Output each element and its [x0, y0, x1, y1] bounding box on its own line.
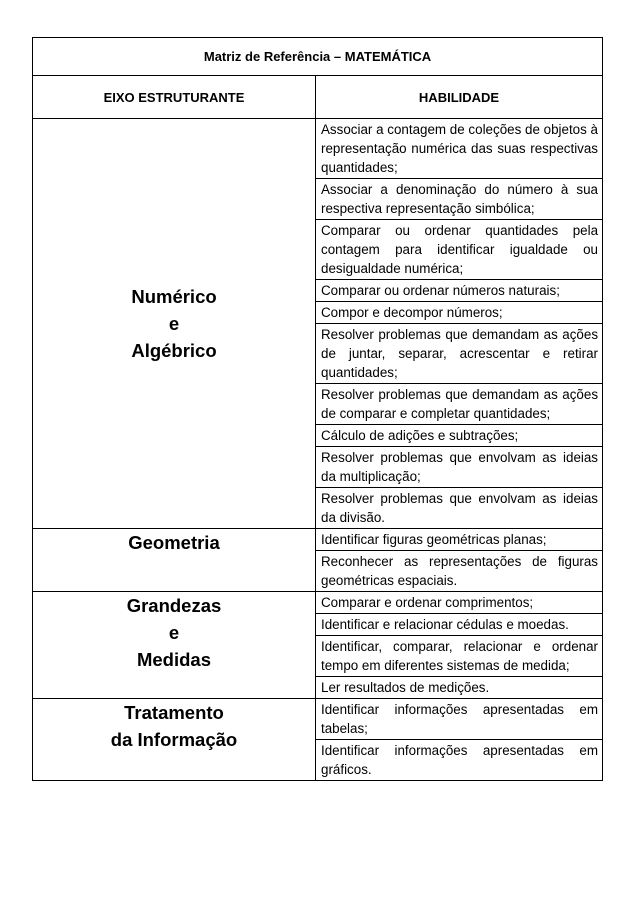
skill-cell: Identificar e relacionar cédulas e moedas. — [316, 614, 603, 636]
axis-cell-grandezas-medidas — [33, 592, 316, 699]
column-header-skill: HABILIDADE — [316, 76, 603, 119]
skill-cell: Identificar informações apresentadas em gráficos. — [316, 740, 603, 781]
skill-cell: Resolver problemas que demandam as ações de comparar e completar quantidades; — [316, 384, 603, 425]
reference-matrix-table — [32, 37, 603, 781]
skill-cell: Resolver problemas que envolvam as ideias da divisão. — [316, 488, 603, 529]
axis-cell-numerico-algebrico — [33, 119, 316, 529]
axis-label-line: Geometria — [128, 532, 220, 553]
axis-label-line: Tratamento — [124, 702, 224, 723]
skill-cell: Comparar e ordenar comprimentos; — [316, 592, 603, 614]
skill-cell: Reconhecer as representações de figuras geométricas espaciais. — [316, 551, 603, 592]
title-row — [33, 38, 603, 76]
skill-cell: Ler resultados de medições. — [316, 677, 603, 699]
table-row — [33, 592, 603, 614]
skill-cell: Identificar figuras geométricas planas; — [316, 529, 603, 551]
skill-cell: Identificar, comparar, relacionar e ordenar tempo em diferentes sistemas de medida; — [316, 636, 603, 677]
axis-cell-tratamento-informacao — [33, 699, 316, 781]
table-row — [33, 699, 603, 740]
axis-cell-geometria — [33, 529, 316, 592]
column-header-axis: EIXO ESTRUTURANTE — [33, 76, 316, 119]
axis-label-line: Algébrico — [131, 340, 217, 361]
header-row — [33, 76, 603, 119]
skill-cell: Comparar ou ordenar quantidades pela contagem para identificar igualdade ou desigualdade numérica; — [316, 220, 603, 280]
table-row — [33, 119, 603, 179]
skill-cell: Associar a contagem de coleções de objetos à representação numérica das suas respectivas quantidades; — [316, 119, 603, 179]
axis-label-line: e — [168, 622, 180, 643]
skill-cell: Resolver problemas que demandam as ações de juntar, separar, acrescentar e retirar quantidades; — [316, 324, 603, 384]
axis-label-line: Grandezas — [126, 595, 222, 616]
axis-label-line: da Informação — [110, 729, 238, 750]
skill-cell: Identificar informações apresentadas em tabelas; — [316, 699, 603, 740]
skill-cell: Associar a denominação do número à sua respectiva representação simbólica; — [316, 179, 603, 220]
skill-cell: Cálculo de adições e subtrações; — [316, 425, 603, 447]
skill-cell: Compor e decompor números; — [316, 302, 603, 324]
table-title: Matriz de Referência – MATEMÁTICA — [33, 38, 603, 76]
axis-label-line: Medidas — [136, 649, 212, 670]
skill-cell: Resolver problemas que envolvam as ideias da multiplicação; — [316, 447, 603, 488]
axis-label-line: e — [168, 313, 180, 334]
table-row — [33, 529, 603, 551]
skill-cell: Comparar ou ordenar números naturais; — [316, 280, 603, 302]
axis-label-line: Numérico — [131, 286, 217, 307]
